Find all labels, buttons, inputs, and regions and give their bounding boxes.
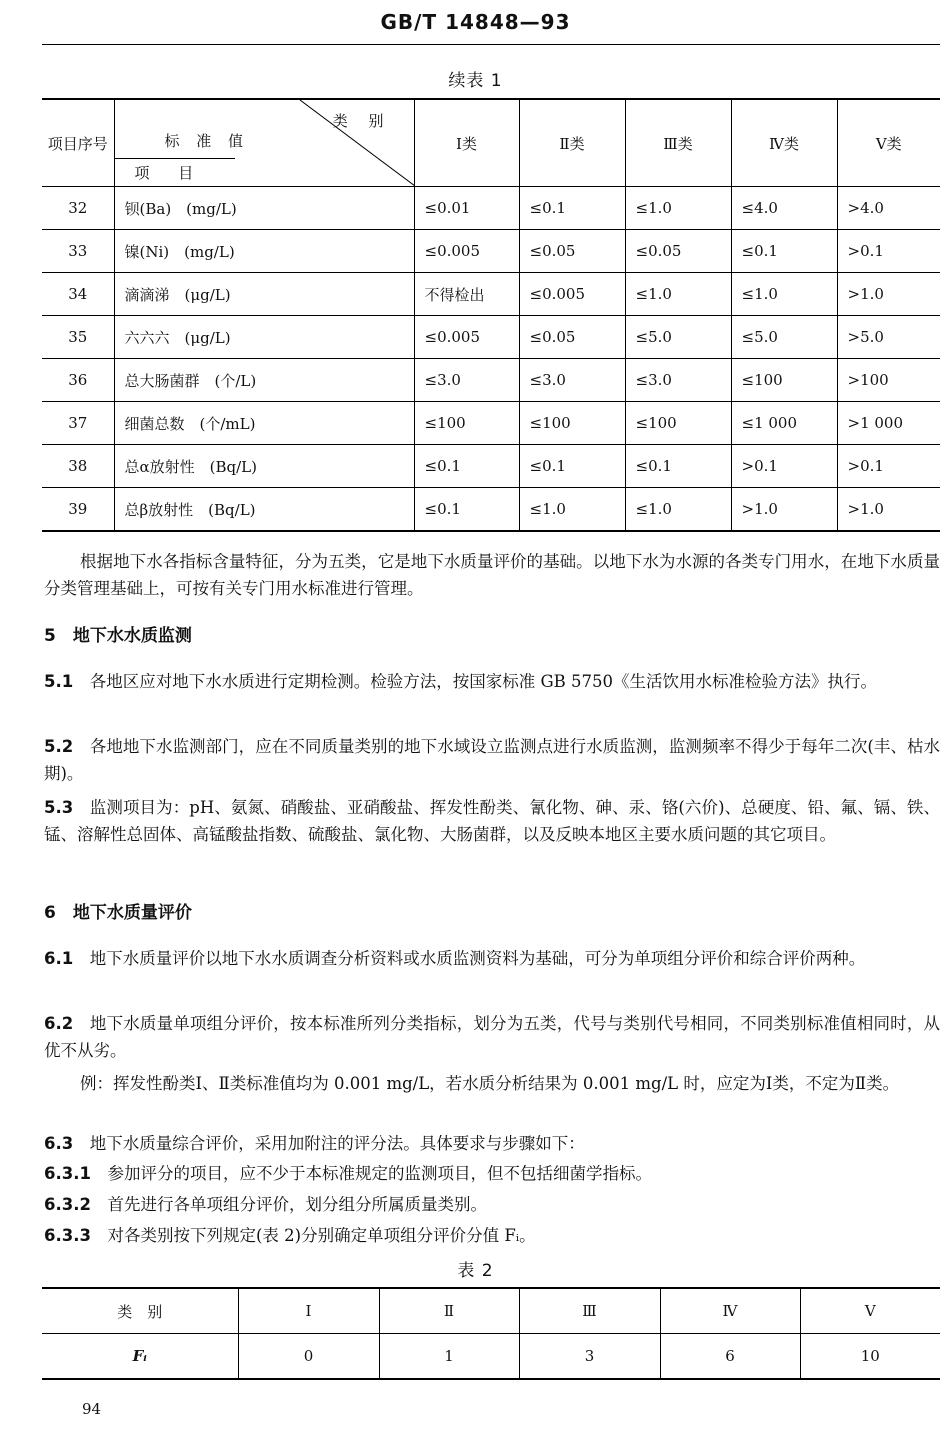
row-item: 细菌总数 (个/mL): [114, 402, 414, 445]
clause-number: 5.1: [44, 672, 74, 691]
row-item: 钡(Ba) (mg/L): [114, 187, 414, 230]
row-value: ≤0.1: [414, 488, 519, 532]
row-value: >0.1: [837, 445, 940, 488]
row-value: >0.1: [837, 230, 940, 273]
score-cell: 1: [379, 1334, 519, 1380]
row-value: ≤4.0: [731, 187, 837, 230]
class-cell: Ⅰ: [238, 1288, 379, 1334]
class-header: Ⅱ类: [519, 99, 625, 187]
row-value: ≤5.0: [625, 316, 731, 359]
clause-5-1: [44, 668, 940, 695]
row-number: 33: [42, 230, 114, 273]
row-value: >1 000: [837, 402, 940, 445]
row-item: 镍(Ni) (mg/L): [114, 230, 414, 273]
clause-text: 参加评分的项目，应不少于本标准规定的监测项目，但不包括细菌学指标。: [107, 1164, 652, 1183]
row-value: ≤100: [625, 402, 731, 445]
row-value: ≤0.01: [414, 187, 519, 230]
row-value: ≤0.1: [731, 230, 837, 273]
header-rule: [42, 44, 940, 45]
table-row: [42, 402, 940, 445]
table-row: [42, 187, 940, 230]
table1-caption: 续表 1: [448, 71, 503, 91]
row-value: >4.0: [837, 187, 940, 230]
category-row-label: 类 别: [42, 1288, 238, 1334]
row-value: ≤1.0: [731, 273, 837, 316]
clause-6-3-2: [44, 1191, 940, 1218]
clause-number: 6.3.1: [44, 1164, 91, 1183]
row-number: 35: [42, 316, 114, 359]
score-cell: 3: [519, 1334, 660, 1380]
class-header: Ⅲ类: [625, 99, 731, 187]
section-title: 地下水质量评价: [72, 903, 192, 923]
document-code-header: GB/T 14848—93: [380, 10, 571, 34]
row-number: 38: [42, 445, 114, 488]
category-label: 类 别: [332, 112, 392, 130]
row-value: ≤100: [519, 402, 625, 445]
row-item: 总β放射性 (Bq/L): [114, 488, 414, 532]
row-item: 总α放射性 (Bq/L): [114, 445, 414, 488]
row-value: ≤0.1: [625, 445, 731, 488]
table1-header-row: [42, 99, 940, 187]
score-cell: 0: [238, 1334, 379, 1380]
diagonal-header-cell: [114, 99, 414, 187]
page-number: 94: [82, 1400, 102, 1418]
class-cell: Ⅴ: [800, 1288, 940, 1334]
clause-text: 对各类别按下列规定(表 2)分别确定单项组分评价分值 Fᵢ。: [107, 1226, 536, 1245]
row-value: ≤0.05: [519, 316, 625, 359]
clause-text: 各地区应对地下水水质进行定期检测。检验方法，按国家标准 GB 5750《生活饮用水标准检验方法》执行。: [89, 672, 878, 691]
clause-6-2: [44, 1010, 940, 1064]
table2-caption: 表 2: [457, 1261, 494, 1281]
section-6-heading: [44, 900, 940, 927]
score-row-label: Fᵢ: [42, 1334, 238, 1380]
clause-number: 6.1: [44, 949, 74, 968]
score-table: [42, 1287, 940, 1380]
row-value: ≤1.0: [519, 488, 625, 532]
row-value: ≤0.05: [625, 230, 731, 273]
row-value: >1.0: [731, 488, 837, 532]
clause-number: 5.2: [44, 737, 74, 756]
row-item: 滴滴涕 (μg/L): [114, 273, 414, 316]
clause-6-3-3: [44, 1222, 940, 1249]
clause-number: 6.2: [44, 1014, 74, 1033]
intro-paragraph: 根据地下水各指标含量特征，分为五类，它是地下水质量评价的基础。以地下水为水源的各类专门用水，在地下水质量分类管理基础上，可按有关专门用水标准进行管理。: [44, 552, 940, 598]
clause-text: 首先进行各单项组分评价，划分组分所属质量类别。: [107, 1195, 487, 1214]
row-value: ≤3.0: [414, 359, 519, 402]
row-value: ≤1 000: [731, 402, 837, 445]
row-number: 36: [42, 359, 114, 402]
item-label: 项 目: [134, 164, 206, 182]
row-value: ≤0.1: [519, 445, 625, 488]
row-value: ≤100: [731, 359, 837, 402]
header-split-rule: [115, 158, 235, 159]
clause-text: 监测项目为：pH、氨氮、硝酸盐、亚硝酸盐、挥发性酚类、氰化物、砷、汞、铬(六价)、总硬度、铅、氟、镉、铁、锰、溶解性总固体、高锰酸盐指数、硫酸盐、氯化物、大肠菌群，以及反映本地区主要水质问题的其它项目。: [44, 798, 940, 844]
clause-text: 地下水质量单项组分评价，按本标准所列分类指标，划分为五类，代号与类别代号相同，不同类别标准值相同时，从优不从劣。: [44, 1014, 940, 1060]
serial-header: 项目序号: [42, 99, 114, 187]
table-row: [42, 1288, 940, 1334]
table-row: [42, 488, 940, 532]
table-row: [42, 1334, 940, 1380]
standard-value-label: 标 准 值: [164, 132, 250, 150]
score-cell: 6: [660, 1334, 800, 1380]
class-cell: Ⅳ: [660, 1288, 800, 1334]
row-item: 总大肠菌群 (个/L): [114, 359, 414, 402]
section-5-heading: [44, 623, 940, 650]
row-value: ≤0.005: [414, 230, 519, 273]
water-quality-class-table: [42, 98, 940, 532]
table-row: [42, 359, 940, 402]
clause-number: 6.3.3: [44, 1226, 91, 1245]
clause-number: 5.3: [44, 798, 74, 817]
row-number: 32: [42, 187, 114, 230]
row-value: 不得检出: [414, 273, 519, 316]
clause-number: 6.3: [44, 1134, 74, 1153]
row-value: ≤0.005: [519, 273, 625, 316]
class-cell: Ⅲ: [519, 1288, 660, 1334]
row-value: >0.1: [731, 445, 837, 488]
table-row: [42, 273, 940, 316]
row-value: ≤5.0: [731, 316, 837, 359]
row-value: ≤1.0: [625, 187, 731, 230]
clause-6-1: [44, 945, 940, 972]
row-value: ≤0.1: [414, 445, 519, 488]
row-value: ≤0.05: [519, 230, 625, 273]
class-header: Ⅰ类: [414, 99, 519, 187]
row-value: >1.0: [837, 273, 940, 316]
row-value: ≤0.1: [519, 187, 625, 230]
row-number: 39: [42, 488, 114, 532]
row-value: ≤1.0: [625, 488, 731, 532]
row-value: ≤3.0: [625, 359, 731, 402]
clause-6-3: [44, 1130, 940, 1157]
row-value: >5.0: [837, 316, 940, 359]
clause-text: 地下水质量评价以地下水水质调查分析资料或水质监测资料为基础，可分为单项组分评价和综合评价两种。: [89, 949, 866, 968]
row-value: ≤0.005: [414, 316, 519, 359]
row-item: 六六六 (μg/L): [114, 316, 414, 359]
clause-6-3-1: [44, 1160, 940, 1187]
table-row: [42, 316, 940, 359]
table-row: [42, 230, 940, 273]
score-cell: 10: [800, 1334, 940, 1380]
row-value: >100: [837, 359, 940, 402]
row-number: 37: [42, 402, 114, 445]
example-paragraph: 例：挥发性酚类Ⅰ、Ⅱ类标准值均为 0.001 mg/L，若水质分析结果为 0.001 mg/L 时，应定为Ⅰ类，不定为Ⅱ类。: [80, 1074, 900, 1093]
table-row: [42, 445, 940, 488]
clause-5-3: [44, 794, 940, 848]
clause-text: 各地地下水监测部门，应在不同质量类别的地下水域设立监测点进行水质监测，监测频率不得少于每年二次(丰、枯水期)。: [44, 737, 940, 783]
clause-5-2: [44, 733, 940, 787]
row-value: ≤1.0: [625, 273, 731, 316]
section-number: 6: [44, 903, 56, 923]
clause-text: 地下水质量综合评价，采用加附注的评分法。具体要求与步骤如下：: [89, 1134, 585, 1153]
class-header: Ⅴ类: [837, 99, 940, 187]
clause-number: 6.3.2: [44, 1195, 91, 1214]
row-value: >1.0: [837, 488, 940, 532]
class-header: Ⅳ类: [731, 99, 837, 187]
row-number: 34: [42, 273, 114, 316]
row-value: ≤100: [414, 402, 519, 445]
class-cell: Ⅱ: [379, 1288, 519, 1334]
section-number: 5: [44, 626, 56, 646]
section-title: 地下水水质监测: [72, 626, 192, 646]
row-value: ≤3.0: [519, 359, 625, 402]
